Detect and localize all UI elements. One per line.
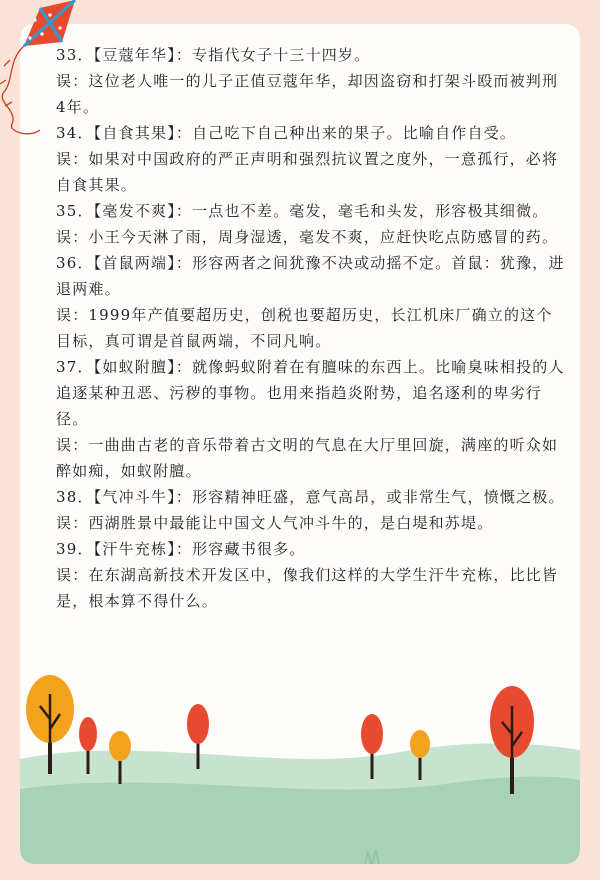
idiom-list <box>56 42 568 614</box>
idiom-entry-37 <box>56 354 568 484</box>
idiom-definition: 35．【毫发不爽】：一点也不差。毫发，毫毛和头发，形容极其细微。 <box>56 202 549 220</box>
landscape-illustration <box>20 664 580 864</box>
idiom-entry-34 <box>56 120 568 198</box>
hill-front <box>20 777 580 865</box>
idiom-entry-38 <box>56 484 568 536</box>
kite-icon <box>0 0 90 150</box>
content-card <box>20 24 580 864</box>
idiom-definition: 38．【气冲斗牛】：形容精神旺盛，意气高昂，或非常生气，愤慨之极。 <box>56 488 565 506</box>
idiom-misuse-example: 误：这位老人唯一的儿子正值豆蔻年华，却因盗窃和打架斗殴而被判刑4年。 <box>56 72 559 116</box>
idiom-definition: 34．【自食其果】：自己吃下自己种出来的果子。比喻自作自受。 <box>56 124 517 142</box>
idiom-misuse-example: 误：如果对中国政府的严正声明和强烈抗议置之度外，一意孤行，必将自食其果。 <box>56 150 559 194</box>
idiom-entry-33 <box>56 42 568 120</box>
idiom-misuse-example: 误：小王今天淋了雨，周身湿透，毫发不爽，应赶快吃点防感冒的药。 <box>56 228 559 246</box>
idiom-entry-39 <box>56 536 568 614</box>
idiom-entry-35 <box>56 198 568 250</box>
idiom-misuse-example: 误：1999年产值要超历史，创税也要超历史，长江机床厂确立的这个目标，真可谓是首鼠两端，不同凡响。 <box>56 306 553 350</box>
idiom-misuse-example: 误：一曲曲古老的音乐带着古文明的气息在大厅里回旋，满座的听众如醉如痴，如蚁附膻。 <box>56 436 559 480</box>
idiom-definition: 33．【豆蔻年华】：专指代女子十三十四岁。 <box>56 46 371 64</box>
idiom-definition: 36．【首鼠两端】：形容两者之间犹豫不决或动摇不定。首鼠：犹豫，进退两难。 <box>56 254 565 298</box>
idiom-entry-36 <box>56 250 568 354</box>
idiom-definition: 37．【如蚁附膻】：就像蚂蚁附着在有膻味的东西上。比喻臭味相投的人追逐某种丑恶、污秽的事物。也用来指趋炎附势，追名逐利的卑劣行径。 <box>56 358 565 428</box>
idiom-definition: 39．【汗牛充栋】：形容藏书很多。 <box>56 540 306 558</box>
idiom-misuse-example: 误：西湖胜景中最能让中国文人气冲斗牛的，是白堤和苏堤。 <box>56 514 494 532</box>
idiom-misuse-example: 误：在东湖高新技术开发区中，像我们这样的大学生汗牛充栋，比比皆是，根本算不得什么。 <box>56 566 559 610</box>
